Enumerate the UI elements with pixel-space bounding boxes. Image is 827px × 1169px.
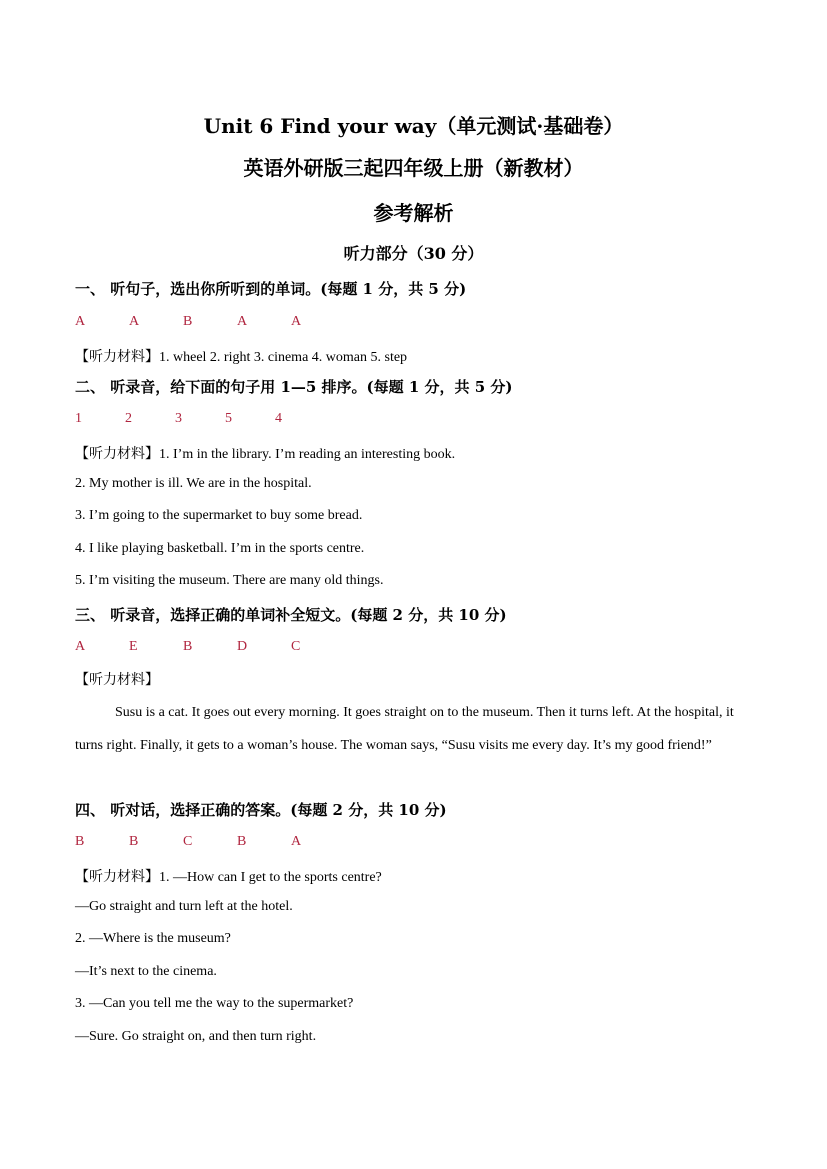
answer: B — [129, 834, 139, 849]
section-1-material — [75, 346, 407, 366]
section-4-title: 四、 听对话，选择正确的答案。(每题 2 分，共 10 分) — [75, 801, 447, 819]
section-2-material — [75, 443, 455, 463]
material-line: 2. My mother is ill. We are in the hospital. — [75, 476, 312, 491]
answer: A — [291, 314, 302, 329]
material-line: 4. I like playing basketball. I’m in the sports centre. — [75, 541, 365, 556]
material-label: 【听力材料】 — [75, 349, 159, 365]
section-3-answers — [75, 639, 345, 655]
material-line: 3. —Can you tell me the way to the supermarket? — [75, 996, 354, 1011]
material-line: —Go straight and turn left at the hotel. — [75, 899, 293, 914]
answer: E — [129, 639, 138, 654]
answer: 2 — [125, 411, 132, 426]
section-1-title: 一、 听句子，选出你所听到的单词。(每题 1 分，共 5 分) — [75, 280, 467, 298]
material-label: 【听力材料】 — [75, 446, 159, 462]
answer: 3 — [175, 411, 182, 426]
material-paragraph: Susu is a cat. It goes out every morning. It goes straight on to the museum. Then it turns left. At the hospital, it turns right. Finally, it gets to a woman’s house. The woman says, “Susu visits me every day. It’s my good friend!” — [75, 705, 734, 753]
section-4-answers — [75, 834, 345, 850]
section-2-answers — [75, 411, 325, 427]
material-line: 2. —Where is the museum? — [75, 931, 231, 946]
answer: B — [183, 314, 193, 329]
answer: A — [75, 314, 86, 329]
section-3-title: 三、 听录音，选择正确的单词补全短文。(每题 2 分，共 10 分) — [75, 606, 507, 624]
material-label: 【听力材料】 — [75, 869, 159, 885]
answer: C — [291, 639, 301, 654]
listening-section-title: 听力部分（30 分） — [343, 244, 484, 263]
material-text: 1. wheel 2. right 3. cinema 4. woman 5. step — [159, 350, 408, 365]
answer: C — [183, 834, 193, 849]
answer: 5 — [225, 411, 232, 426]
material-text: 1. —How can I get to the sports centre? — [159, 870, 382, 885]
answer: B — [75, 834, 85, 849]
answer: D — [237, 639, 248, 654]
document-subtitle: 英语外研版三起四年级上册（新教材） — [243, 156, 584, 180]
material-line: 3. I’m going to the supermarket to buy some bread. — [75, 508, 363, 523]
material-line: —Sure. Go straight on, and then turn right. — [75, 1029, 317, 1044]
answer: A — [291, 834, 302, 849]
answer: B — [183, 639, 193, 654]
answer: A — [129, 314, 140, 329]
material-label: 【听力材料】 — [75, 672, 159, 688]
material-text: 1. I’m in the library. I’m reading an interesting book. — [159, 447, 456, 462]
answer: A — [75, 639, 86, 654]
answer: A — [237, 314, 248, 329]
material-line: 5. I’m visiting the museum. There are many old things. — [75, 573, 384, 588]
section-4-material — [75, 866, 382, 886]
section-2-title: 二、 听录音，给下面的句子用 1—5 排序。(每题 1 分，共 5 分) — [75, 378, 513, 396]
answer: B — [237, 834, 247, 849]
document-title: Unit 6 Find your way（单元测试·基础卷） — [203, 114, 624, 138]
answer: 4 — [275, 411, 282, 426]
material-line: —It’s next to the cinema. — [75, 964, 217, 979]
section-1-answers — [75, 314, 345, 330]
document-heading: 参考解析 — [373, 201, 454, 225]
answer: 1 — [75, 411, 82, 426]
